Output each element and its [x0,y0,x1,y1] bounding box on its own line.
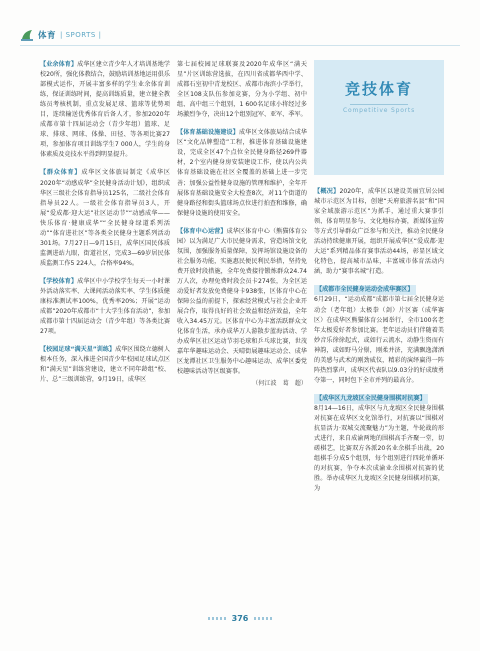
paragraph-text: 成华区围绕立德树人根本任务，深入推进全国青少年校园足球试点区和“满天星”训练营建设，建立不同年龄组“校、片、总”三级训练营，9月19日，成华区 [40,346,170,384]
paragraph [177,227,307,378]
subheading-tag: 【成都市全民健身运动会成华赛区】 [314,285,416,295]
paragraph-text: 8月14—16日，成华区与九龙坡区全民健身围棋对抗赛在成华区文化馆举行，对抗赛以“围棋对抗显活力·双城交流聚魅力”为主题，牛轮战的形式进行，来自成渝两地的围棋高手齐聚一堂，切磋棋艺，比赛双方各派20名业余棋手出战，20组棋手分成5个组别，每个组别进行四轮单循环的对抗赛，争夺本次成渝业余围棋对抗赛的优胜。举办成华区九龙坡区全民健身围棋对抗赛，为 [314,404,444,493]
footer-ornament-right [254,617,272,620]
article-block [314,394,444,494]
paragraph-tag: 【群众体育】 [40,169,82,177]
paragraph [177,128,307,218]
paragraph [314,187,444,277]
paragraph [177,60,307,120]
paragraph-text: 成华区文体旅局制定《成华区2020年“动感成华”全民健身活动计划》，组织成华区三级社会体育指导员125名，二级社会体育指导员22人。一级社会体育指导员3人，开展“爱成都·迎大运”社区运动节”“动感成华——快乐体育·健康成华”“全民健身绿道系列活动”“体育进社区”等各类全民健身主题系列活动301场。7月27日—9月15日，成华区国民体质监测进站九眼，街道社区，完成3—69岁居民体质监测工作5 224人，合格率94%。 [40,169,171,267]
article-block [177,128,307,218]
feature-banner [314,60,444,175]
paragraph-text: 成华区文体旅局结合成华区“文化品牌塑造”工程，推进体育基础设施建设，完成全区47个点位全民健身路径269件器材，2个室内健身房安装建设工作，使以内公共体育基础设施在社区全覆盖的基础上进一步完善；加强公益性健身设施的管理和维护，全年开展体育基础设施安全大检查8次，对11个街道的健身路径和街头篮球场点位进行拍查和维修，确保健身设施的使用安全。 [177,129,307,217]
page-number: 376 [231,614,249,623]
paragraph [40,168,170,268]
subheading [314,394,444,404]
paragraph-text: 6月29日，“运动成都”成都市第七届全民健身运动会（老年组）太极拳（剑）片区赛（成华赛区）在成华区熊猫体育公园举行，全市100名老年太极爱好者参加比赛。老年运动员们伴随着美妙音乐徐徐起式，或如行云流水，动静生资而有神韵，或如野马分鬃，刚柔并济，充满飘逸潇洒的美感与武术的刚劲威仪，精彩的演绎赢得一阵阵热烈掌声，成华区代表队以9.03分的好成绩勇夺第一，同时包下全市并列的最高分。 [314,296,444,384]
article-block [40,168,170,268]
feature-rule [350,104,408,105]
section-title-en: | SPORTS | [60,31,102,39]
section-header [20,28,101,42]
page-footer [0,614,480,623]
column-3 [314,60,444,502]
footer-ornament-left [208,617,226,620]
paragraph-text: 成华区中小学校学生每天一小时课外活动落实率、大课间活动落实率、学生体质健康标准测试率100%，优秀率20%；开展“运动成都”2020年成都市“十大学生体育活动”，参加成都市第十四届运动会（青少年组）等各类比赛27项。 [40,277,170,336]
paragraph [314,404,444,494]
feature-title: 竞技体育 [344,80,413,98]
paragraph-tag: 【体育中心运营】 [177,227,227,235]
subheading-tag: 【成华区九龙坡区全民健身围棋对抗赛】 [314,394,428,404]
paragraph-tag: 【校园足球“满天星”训练】 [40,346,116,354]
paragraph [40,345,170,385]
paragraph-text: 2020年，成华区以建设美丽宜居公园城市示范区为目标，创建“天府旅游名县”和“国家全域旅游示范区”为抓手，通过重大赛事引领、体育明星参与、文化地标办赛，新媒体宣传等方式引导群众广泛参与和关注，推动全民健身活动持续健康开展，组织开展成华区“爱成都·迎大运”系列精品体育赛事活动44场，彰显区域文化特色，提高城市品味，丰富城市体育活动内涵，助力“赛事名城”打造。 [314,188,445,276]
header-divider [20,45,460,46]
paragraph-text: 成华区体育中心（熊猫体育公园）以为满足广大市民健身需求，营造场馆文化氛围，加强服务质量保障，发挥场馆设施设备的社会服务功能，实施惠民便民利民举措，坚持免费开放时段措施，全年免费接待锻炼群众24.74万人次，办理免费时段会员卡274张，为全区运动爱好者发放免费健身卡938张，区体育中心在保障公益的前提下，探索经营模式与社会企业开展合作，取得良好的社会效益和经济效益，全年收入34.45万元。区体育中心为丰富活跃群众文化体育生活，承办成华万人游散步蓝海活动、学办成华区社区运动节羽毛球和乒乓球比赛，世茂嘉年华趣味运动会、天晴街展趣味运动会、成华区龙潭社区卫生服务中心趣味运动、成华区委党校趣味活动等区级赛事。 [177,227,307,376]
article-block [40,345,170,385]
paragraph-tag: 【概况】 [314,188,340,195]
paragraph-text: 第七届校园足球联赛及2020年成华区“满天星”片区训练营选拔，在四川省成都华西中学、成都石室初中青龙校区、成都市海滨小学举行，全区108支队伍参加竞赛，分为小学组、初中组、高中组三个组别，1 600名足球小将经过多场激烈争夺，决出12个组别冠军、亚军、季军。 [177,61,307,119]
article-block [314,187,444,277]
article-block [177,60,307,120]
paragraph-tag: 【业余体育】 [40,61,78,68]
subheading [314,285,444,295]
article-block [314,285,444,385]
paragraph [40,277,170,337]
article-block [40,60,170,160]
column-2 [177,60,307,397]
paragraph-tag: 【体育基础设施建设】 [177,129,239,137]
article-block [40,277,170,337]
column-1 [40,60,170,393]
section-logo-icon [20,28,34,42]
author-byline: （何江波 葛 超） [252,380,307,388]
paragraph-text: 成华区建立青少年人才培训基地学校20所，强化体教结合，鼓励培训基地运用俱乐部模式运作，开展丰富多样的学生业余体育训练，保证训练时间，提高训练质量，建立健全教练员考核机制，重点发展足球、篮球等优势项目，连续输送优秀体育后备人才，参加2020年成都市第十四届运动会（青少年组）篮球、足球、排球、网球、体操、田径、等各项比赛27项，参加体育项目训练学生7 000人，学生的身体素质及竞技水平得到明显提升。 [40,61,170,159]
section-title: 体育 [38,31,57,41]
paragraph-tag: 【学校体育】 [40,277,78,285]
article-block [177,227,307,390]
paragraph [314,295,444,385]
feature-subtitle: Competitive Sports [342,107,416,114]
paragraph [40,60,170,160]
